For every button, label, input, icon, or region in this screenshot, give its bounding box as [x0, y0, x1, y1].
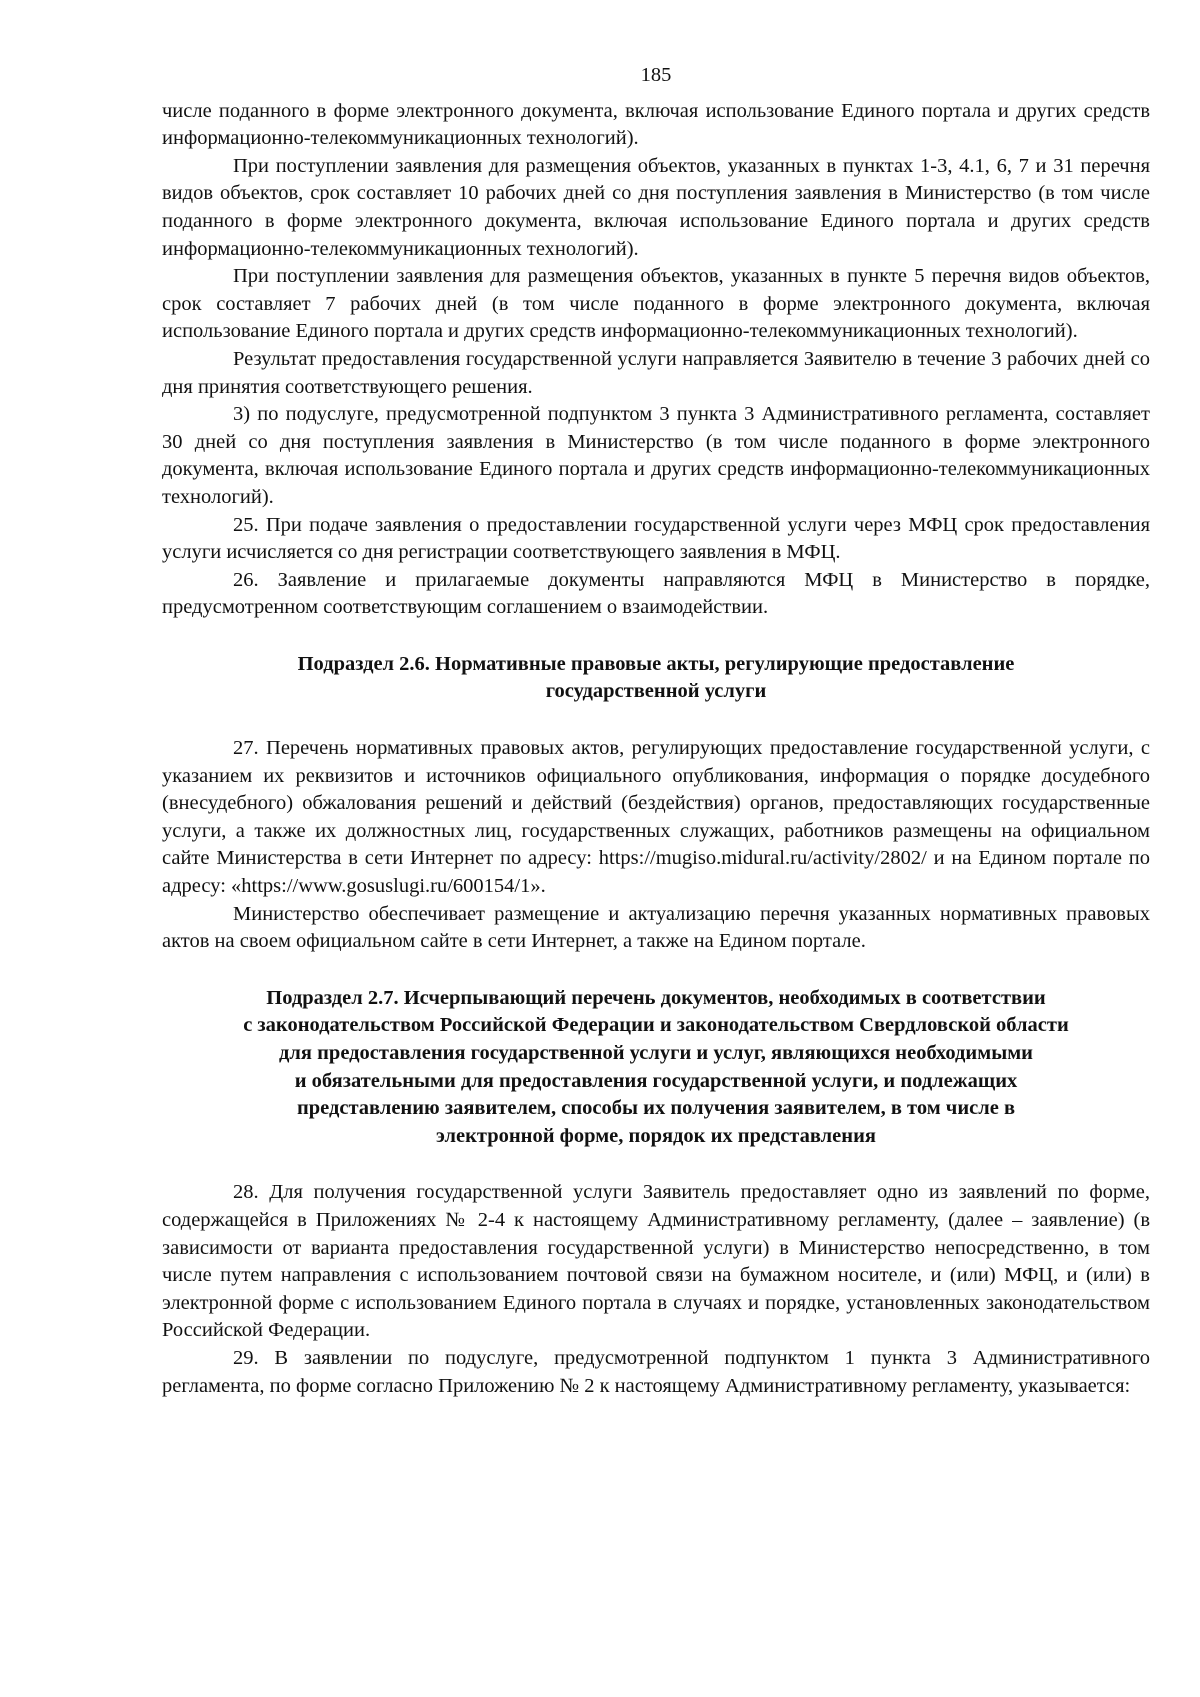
section-heading-2-7	[162, 985, 1150, 1151]
document-page	[162, 62, 1150, 1400]
heading-line: и обязательными для предоставления государственной услуги, и подлежащих	[294, 1069, 1018, 1092]
paragraph-subservice-3: 3) по подуслуге, предусмотренной подпунктом 3 пункта 3 Административного регламента, составляет 30 дней со дня поступления заявления в Министерство (в том числе поданного в форме электронного документа, включая использование Единого портала и других средств информационно-телекоммуникационных технологий).	[162, 403, 1150, 508]
page-number: 185	[640, 64, 672, 86]
heading-line: электронной форме, порядок их представления	[435, 1124, 876, 1147]
paragraph-25: 25. При подаче заявления о предоставлении государственной услуги через МФЦ срок предоставления услуги исчисляется со дня регистрации соответствующего заявления в МФЦ.	[162, 513, 1150, 564]
paragraph-ministry-publication: Министерство обеспечивает размещение и актуализацию перечня указанных нормативных правовых актов на своем официальном сайте в сети Интернет, а также на Едином портале.	[162, 902, 1150, 953]
paragraph-28: 28. Для получения государственной услуги Заявитель предоставляет одно из заявлений по форме, содержащейся в Приложениях № 2-4 к настоящему Административному регламенту, (далее – заявление) (в зависимости от варианта предоставления государственной услуги) в Министерство непосредственно, в том числе путем направления с использованием почтовой связи на бумажном носителе, и (или) МФЦ, и (или) в электронной форме с использованием Единого портала в случаях и порядке, установленных законодательством Российской Федерации.	[162, 1181, 1150, 1342]
paragraph-continuation: числе поданного в форме электронного документа, включая использование Единого портала и других средств информационно-телекоммуникационных технологий).	[162, 99, 1150, 150]
heading-line: Подраздел 2.6. Нормативные правовые акты, регулирующие предоставление	[297, 652, 1015, 675]
paragraph-term-7-days: При поступлении заявления для размещения объектов, указанных в пункте 5 перечня видов объектов, срок составляет 7 рабочих дней (в том числе поданного в форме электронного документа, включая использование Единого портала и других средств информационно-телекоммуникационных технологий).	[162, 265, 1150, 343]
heading-line: для предоставления государственной услуги и услуг, являющихся необходимыми	[279, 1042, 1033, 1064]
heading-line: с законодательством Российской Федерации и законодательством Свердловской области	[243, 1014, 1069, 1037]
paragraph-29: 29. В заявлении по подуслуге, предусмотренной подпунктом 1 пункта 3 Административного регламента, по форме согласно Приложению № 2 к настоящему Административному регламенту, указывается:	[162, 1346, 1150, 1397]
heading-line: государственной услуги	[545, 680, 767, 703]
heading-line: Подраздел 2.7. Исчерпывающий перечень документов, необходимых в соответствии	[266, 986, 1046, 1009]
heading-line: представлению заявителем, способы их получения заявителем, в том числе в	[296, 1097, 1016, 1120]
paragraph-26: 26. Заявление и прилагаемые документы направляются МФЦ в Министерство в порядке, предусмотренном соответствующим соглашением о взаимодействии.	[162, 568, 1150, 619]
section-heading-2-6	[162, 651, 1150, 706]
paragraph-result-delivery: Результат предоставления государственной услуги направляется Заявителю в течение 3 рабочих дней со дня принятия соответствующего решения.	[162, 347, 1150, 398]
paragraph-27: 27. Перечень нормативных правовых актов, регулирующих предоставление государственной услуги, с указанием их реквизитов и источников официального опубликования, информация о порядке досудебного (внесудебного) обжалования решений и действий (бездействия) органов, предоставляющих государственные услуги, а также их должностных лиц, государственных служащих, работников размещены на официальном сайте Министерства в сети Интернет по адресу: https://mugiso.midural.ru/activity/2802/ и на Едином портале по адресу: «https://www.gosuslugi.ru/600154/1».	[162, 737, 1150, 898]
paragraph-term-10-days: При поступлении заявления для размещения объектов, указанных в пунктах 1-3, 4.1, 6, 7 и 31 перечня видов объектов, срок составляет 10 рабочих дней со дня поступления заявления в Министерство (в том числе поданного в форме электронного документа, включая использование Единого портала и других средств информационно-телекоммуникационных технологий).	[162, 154, 1150, 260]
